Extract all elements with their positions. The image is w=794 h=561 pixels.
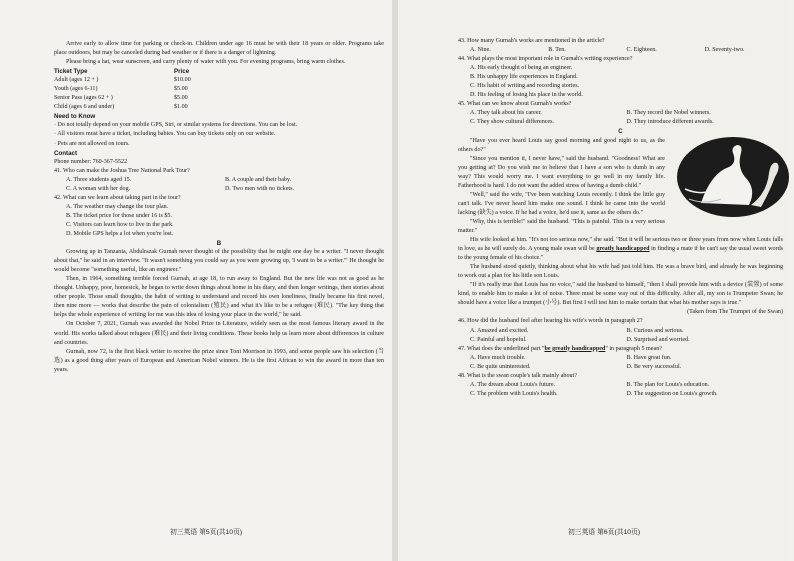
- ticket-price: $5.00: [174, 86, 188, 93]
- need-item: · All visitors must have a ticket, including babies. You can buy tickets only on our website.: [54, 131, 276, 138]
- option-b: B. The ticket price for those under 16 is $5.: [66, 212, 172, 219]
- passage-b-paragraph-4: Gurnah, now 72, is the first black writer to receive the prize since Toni Morrison in 1993, and some people saw his selection (当选) as a good thing after years of European and American Nobel winners. He is the first African to win the award in more than ten years.: [54, 348, 384, 373]
- ticket-row: [54, 76, 384, 85]
- ticket-price: $1.00: [174, 104, 188, 111]
- option-d: D. Mobile GPS helps a lot when you're lost.: [66, 230, 174, 237]
- question-48-options: [458, 381, 783, 399]
- passage-c-paragraph-3: "Well," said the wife, "I've been watching Louis recently. I think the little guy can't talk. I've never heard him make one sound. I think he came into the world lacking (缺失) a voice. If he had a voice, he'd use it, same as the others do.": [458, 191, 665, 216]
- underlined-phrase: greatly handicapped: [596, 246, 650, 253]
- option-b: B. Ten.: [548, 47, 566, 54]
- ticket-row: [54, 85, 384, 94]
- question-47: [458, 345, 783, 354]
- option-a: A. The dream about Louis's future.: [470, 381, 556, 388]
- page-5-content: [54, 40, 384, 375]
- question-41-options: [54, 176, 384, 194]
- option-c: C. The problem with Louis's health.: [470, 390, 558, 397]
- ticket-type: Adult (ages 12 + ): [54, 77, 99, 84]
- ticket-row: [54, 103, 384, 112]
- page-5-footer: 初三英语 第5页(共10页): [170, 528, 243, 536]
- option-d: D. Seventy-two.: [704, 47, 745, 54]
- question-42-options: [54, 203, 384, 239]
- paragraph-5-text-a: His wife looked at him. "It's not too serious now," she said. "But it will be serious two or three years from now when Louis falls in love, as he will surely do. A young male swan will be: [458, 237, 783, 253]
- option-a: A. Have much trouble.: [470, 354, 526, 361]
- passage-c-paragraph-4: "Why, this is terrible!" said the husband. "This is painful. This is a very serious matter.": [458, 218, 665, 234]
- question-46-options: [458, 327, 783, 345]
- option-b: B. Curious and serious.: [626, 327, 684, 334]
- passage-c-paragraph-6: The husband stood quietly, thinking about what his wife had just told him. He was a brave bird, and already he was beginning to work out a plan for his little son Louis.: [458, 264, 783, 280]
- need-item: · Pets are not allowed on tours.: [54, 140, 130, 147]
- option-c: C. Painful and hopeful.: [470, 336, 527, 343]
- passage-c-paragraph-1: "Have you ever heard Louis say good morning and good night to us, as the others do?": [458, 137, 665, 153]
- question-43-options: [458, 46, 783, 55]
- intro-paragraph-1: Arrive early to allow time for parking or check-in. Children under age 16 must be with their 18 years or older. Programs take place outdoors, but may be canceled during bad weather or if there is a danger of lightning.: [54, 41, 384, 57]
- option-d: D. His feeling of losing his place in the world.: [470, 92, 583, 99]
- question-48: 48. What is the swan couple's talk mainly about?: [458, 372, 577, 379]
- question-47-underlined: be greatly handicapped: [544, 345, 606, 352]
- option-a: A. The weather may change the tour plan.: [66, 203, 169, 210]
- price-heading: Price: [174, 68, 190, 76]
- option-b: B. The plan for Louis's education.: [626, 381, 710, 388]
- option-c: C. Eighteen.: [626, 47, 657, 54]
- option-a: A. Three students aged 15.: [66, 176, 132, 183]
- passage-c-paragraph-2: "Since you mention it, I never have," said the husband. "Goodness! What are you getting at? Do you wish me to believe that I have a son who is dumb in any way? This would worry me. I want everything to go well in my family life. Fatherhood is hard. I do not want the added stress of having a dumb child.": [458, 155, 665, 189]
- question-47-text-a: 47. What does the underlined part ": [458, 345, 545, 352]
- passage-c-paragraph-7: "If it's really true that Louis has no voice," said the husband to himself, "then I shall provide him with a device (装置) of some kind, to enable him to make a lot of noise. There must be some way out of this difficulty. After all, my son is Trumpeter Swan; he should have a voice like a trumpet (小号). But first I will test him to make certain that what his mother says is true.": [458, 282, 783, 307]
- question-42: 42. What can we learn about taking part in the tour?: [54, 194, 181, 201]
- option-d: D. Two men with no tickets.: [225, 185, 295, 192]
- option-c: C. A woman with her dog.: [66, 185, 131, 192]
- ticket-row: [54, 94, 384, 103]
- option-b: B. Have great fun.: [626, 354, 672, 361]
- page-6: [398, 0, 788, 561]
- need-item: · Do not totally depend on your mobile GPS, Siri, or similar systems for directions. You can be lost.: [54, 122, 298, 129]
- option-a: A. They talk about his career.: [470, 110, 542, 117]
- ticket-price: $5.00: [174, 95, 188, 102]
- passage-source: (Taken from The Trumpet of the Swan): [687, 309, 783, 316]
- question-44: 44. What plays the most important role in Gurnah's writing experience?: [458, 56, 633, 63]
- passage-b-paragraph-2: Then, in 1964, something terrible forced Gurnah, at age 18, to run away to England. But the new life was not as good as he thought. Unhappy, poor, homesick, he began to write down things about home in his diary, and then longer writings, then stories about other people. Those small thoughts, the habit of writing to understand and record his own loneliness, finally became his first novel, then nine more — works that describe the pain of colonialism (殖民) and what it's like to be a refugee (难民). "The key thing that helps the whole experience of writing for me was this idea of losing your place in the world," he said.: [54, 276, 384, 319]
- option-c: C. His habit of writing and recording stories.: [470, 83, 580, 90]
- section-c-heading: C: [618, 128, 623, 136]
- passage-b-paragraph-1: Growing up in Tanzania, Abdulrazak Gurnah never thought of the possibility that he might one day be a writer. "I never thought about that," he said in an interview. "It wasn't something you could say as you were growing up, 'I want to be a writer.'" He thought he would become "something useful, like an engineer.": [54, 249, 384, 274]
- option-a: A. His early thought of being an engineer.: [470, 65, 573, 72]
- question-41: 41. Who can make the Joshua Tree National Park Tour?: [54, 167, 190, 174]
- question-44-options: [458, 64, 783, 100]
- option-b: B. His unhappy life experiences in England.: [470, 74, 578, 81]
- swan-illustration: [671, 133, 789, 219]
- option-c: C. Visitors can learn how to live in the park.: [66, 221, 174, 228]
- ticket-type: Senior Pass (ages 62 + ): [54, 95, 113, 102]
- option-a: A. Nine.: [470, 47, 491, 54]
- ticket-price: $10.00: [174, 77, 191, 84]
- question-45: 45. What can we know about Gurnah's works?: [458, 101, 572, 108]
- option-a: A. Amazed and excited.: [470, 327, 529, 334]
- option-d: D. Surprised and worried.: [626, 336, 690, 343]
- ticket-type: Child (ages 6 and under): [54, 104, 115, 111]
- page-6-content: [458, 37, 783, 399]
- option-d: D. Be very successful.: [626, 363, 682, 370]
- need-to-know-heading: Need to Know: [54, 113, 96, 121]
- contact-heading: Contact: [54, 149, 78, 157]
- question-47-options: [458, 354, 783, 372]
- ticket-type: Youth (ages 6-11): [54, 86, 98, 93]
- section-b-heading: B: [216, 240, 222, 248]
- option-d: D. The suggestion on Louis's growth.: [626, 390, 718, 397]
- passage-c-paragraph-5: [458, 236, 783, 263]
- option-b: B. A couple and their baby.: [225, 176, 292, 183]
- paragraph-5-text-b: in finding a mate if he can't say the usual sweet words to the young female of his choice.": [458, 246, 784, 262]
- question-46: 46. How did the husband feel after hearing his wife's words in paragraph 2?: [458, 318, 643, 325]
- page-5: [0, 0, 392, 561]
- passage-b-paragraph-3: On October 7, 2021, Gurnah was awarded the Nobel Prize in Literature, widely seen as the most famous literary award in the world. His works talked about refugees (难民) and their living conditions. These books help us learn more about differences in culture and countries.: [54, 321, 384, 346]
- phone-number: Phone number: 760-367-5522: [54, 158, 128, 165]
- question-45-options: [458, 109, 783, 127]
- option-d: D. They introduce different awards.: [626, 119, 714, 126]
- ticket-table-header: [54, 67, 384, 76]
- option-c: C. They show cultural differences.: [470, 119, 555, 126]
- option-c: C. Be quite uninterested.: [470, 363, 531, 370]
- intro-paragraph-2: Please bring a hat, wear sunscreen, and carry plenty of water with you. For evening programs, bring warm clothes.: [66, 59, 346, 66]
- question-43: 43. How many Gurnah's works are mentioned in the article?: [458, 38, 605, 44]
- question-47-text-b: " in paragraph 5 mean?: [605, 345, 662, 352]
- page-6-footer: 初三英语 第6页(共10页): [568, 528, 641, 536]
- option-b: B. They record the Nobel winners.: [626, 110, 711, 117]
- ticket-type-heading: Ticket Type: [54, 68, 88, 76]
